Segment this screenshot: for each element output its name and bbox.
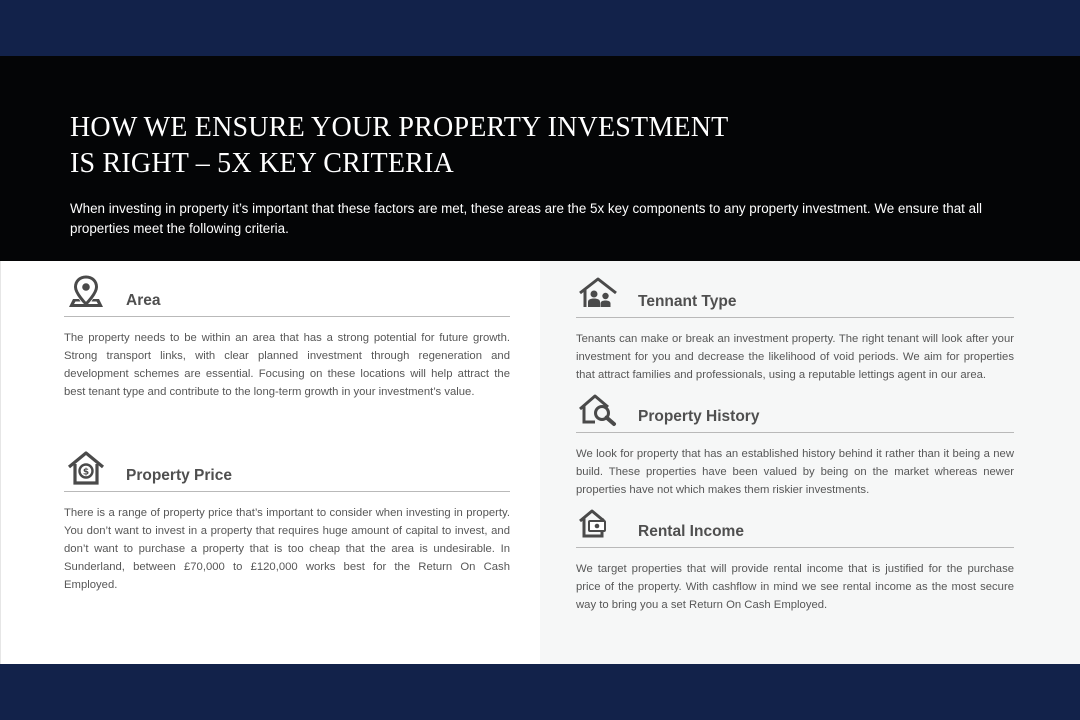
criterion-tenant-text: Tenants can make or break an investment property. The right tenant will look after your investment for you and decrease the likelihood of void periods. We aim for properties that attract families and professionals, using a reputable lettings agent in our area. <box>576 333 1014 381</box>
page-title <box>70 110 830 182</box>
criterion-history-title: Property History <box>638 408 760 425</box>
svg-text:$: $ <box>82 467 90 478</box>
intro-text: When investing in property it’s important that these factors are met, these areas are the 5x key components to any property investment. We ensure that all properties meet the following criteria. <box>70 201 983 236</box>
top-navy-bar <box>0 0 1080 56</box>
house-people-icon <box>578 274 618 314</box>
criterion-area <box>64 281 510 401</box>
page-title-line-1: HOW WE ENSURE YOUR PROPERTY INVESTMENT <box>70 112 729 143</box>
house-search-icon <box>578 389 618 429</box>
criterion-area-header <box>64 281 510 317</box>
house-money-icon <box>578 504 618 544</box>
criteria-right-column <box>540 261 1080 664</box>
criterion-history-header <box>576 397 1014 433</box>
criterion-price-title: Property Price <box>126 467 232 484</box>
criterion-income-title: Rental Income <box>638 523 744 540</box>
criterion-area-title: Area <box>126 292 161 309</box>
criterion-rental-income <box>576 512 1014 614</box>
criteria-left-column <box>0 261 540 664</box>
criterion-tenant-header <box>576 282 1014 318</box>
criterion-income-header <box>576 512 1014 548</box>
bottom-navy-bar <box>0 664 1080 720</box>
criterion-price-header <box>64 456 510 492</box>
criterion-price-text: There is a range of property price that’s important to consider when investing in property. You don’t want to invest in a property that requires huge amount of capital to invest, and don’t want to purchase a property that is too cheap that the area is undesirable. In Sunderland, between £70,000 to £120,000 works best for the Return On Cash Employed. <box>64 507 510 591</box>
criteria-section <box>0 261 1080 664</box>
criterion-history-text: We look for property that has an established history behind it rather than it being a new build. These properties have been valued by being on the market whereas newer properties have not which makes them riskier investments. <box>576 448 1014 496</box>
house-dollar-icon <box>66 448 106 488</box>
criterion-property-price <box>64 456 510 594</box>
page-title-line-2: IS RIGHT – 5X KEY CRITERIA <box>70 148 454 179</box>
criterion-tenant-title: Tennant Type <box>638 293 737 310</box>
hero-banner <box>0 56 1080 261</box>
map-pin-icon <box>66 273 106 313</box>
criterion-area-text: The property needs to be within an area that has a strong potential for future growth. Strong transport links, with clear planned investment through regeneration and development schemes are essential. Focusing on these locations will help attract the best tenant type and contribute to the long-term growth in your investment’s value. <box>64 332 510 398</box>
criterion-tenant-type <box>576 282 1014 384</box>
criterion-income-text: We target properties that will provide rental income that is justified for the purchase price of the property. With cashflow in mind we see rental income as the most secure way to bring you a set Return On Cash Employed. <box>576 563 1014 611</box>
criterion-property-history <box>576 397 1014 499</box>
